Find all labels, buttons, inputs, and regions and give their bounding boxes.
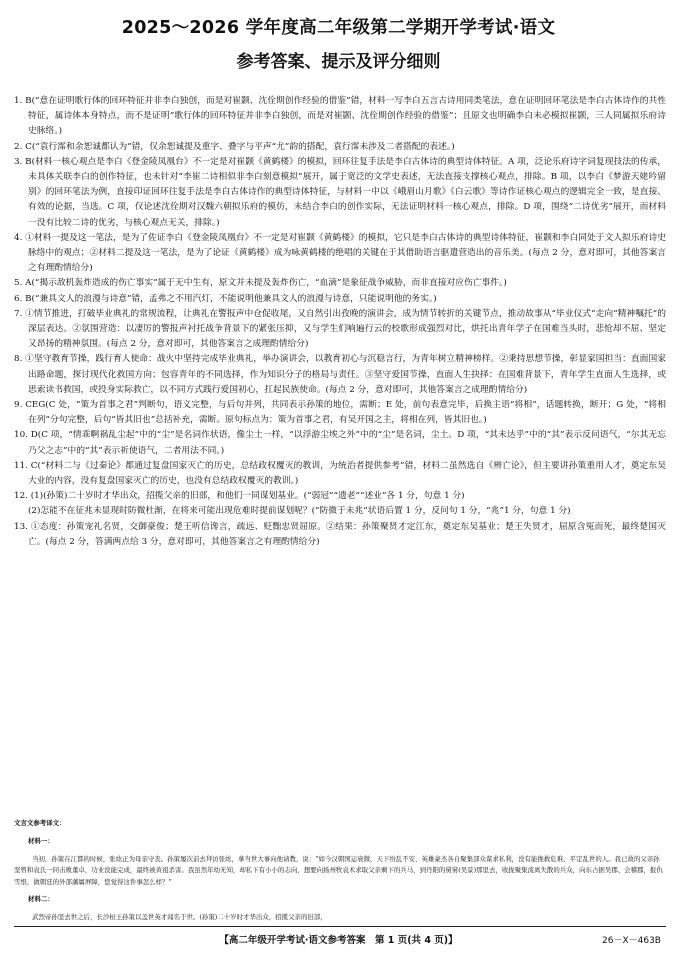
- answer-5: 5. A(“揭示敌机轰炸造成的伤亡事实”属于无中生有，原文并未提及轰炸伤亡，“血滴”是象征战争威胁，而非直接对应伤亡事件。): [14, 278, 507, 289]
- answers-section: [14, 94, 666, 550]
- answer-3: 3. B(材料一核心观点是李白《登金陵凤凰台》不一定是对崔颢《黄鹤楼》的模拟，回环往复手法是李白古体诗的典型诗体特征。A 项，泛论乐府诗字词复现技法的传承，未具体关联李白的创作特征，也未针对“李崔二诗相似非李白刻意模拟”展开，属于宽泛的文学史表述，无法直接支撑核心观点，排除。B 项，以李白《梦游天姥吟留别》的回环笔法为例，直接印证回环往复手法是李白古体诗作的典型诗体特征，与材料一中以《峨眉山月歌》《白云歌》等诗作证核心观点的逻辑完全一致，是直接、有效的论据，当选。C 项，仅论述沈佺期对汉魏六朝拟乐府的模仿，未结合李白的创作实际，无法证明材料一核心观点，排除。D 项，围绕“二诗优劣”展开，而材料一没有比较二诗的优劣，与核心观点无关，排除。): [14, 156, 666, 228]
- material-1-text: 当初，孙策在江都的时候，张纮正为母亲守丧。孙策屡次前去拜访张纮，拿当世大事向他请教，说：“如今汉朝国运衰微，天下纷乱不安，英雄豪杰各自聚集部众谋求私利，没有能挽救危难、平定乱世的人。我已故的父亲孙坚曾和袁氏一同击败董卓，功业没能完成，最终被黄祖杀害。我虽然年幼无知，却私下有小小的志向，想要向扬州牧袁术求取父亲剩下的兵马，到丹阳的舅舅(吴景)那里去，收拢聚集流离失散的兵众，向东占据吴郡、会稽郡，报仇雪恨，做朝廷的外部藩属屏障，您觉得这件事怎么样？”: [14, 854, 663, 886]
- material-1-label: 材料一：: [28, 837, 54, 846]
- answer-2: 2. C(“袁行霈和余恕诚都认为”错，仅余恕诚提及重字、叠字与平声“尤”韵的搭配，袁行霈未涉及二者搭配的表述。): [14, 141, 455, 152]
- page-footer: 【高二年级开学考试·语文参考答案 第 1 页(共 4 页)】: [219, 935, 458, 946]
- answer-10: 10. D(C 项，“情乖啊祸乱尘起”中的“尘”是名词作状语，像尘土一样，“以浮游尘埃之外”中的“尘”是名词，尘土。D 项，“其未达乎”中的“其”表示反问语气，“尔其无忘乃父之志”中的“其”表示祈使语气，二者用法不同。): [14, 430, 666, 456]
- exam-title: 2025～2026 学年度高二年级第二学期开学考试·语文: [121, 18, 556, 38]
- answer-8: 8. ①坚守教育节操，践行育人使命：战火中坚持完成毕业典礼，举办演讲会，以教育初心与沉稳言行，为青年树立精神榜样。②秉持思想节操，彰显家国担当：直面国家出路命题，探讨现代化救国方向；包容青年的不同选择，作为知识分子的格局与责任。③坚守爱国节操，直面人生抉择：在国难背景下，青年学生直面人生选择，或思索读书救国，或投身实际救亡，以不同方式践行爱国初心，扛起民族使命。(每点 2 分，意对即可，其他答案言之成理酌情给分): [14, 354, 666, 395]
- footer-divider: [14, 926, 666, 927]
- answer-9: 9. CEG(C 处，“策为首事之君”判断句，语义完整，与后句并列，共同表示孙策的地位，需断；E 处，前句表意完毕，后换主语“将相”，话题转换，断开；G 处，“将相在列”分句完整，后句“皆其旧也”总括补充，需断。原句标点为：策为首事之君，有吴开国之主，将相在列，皆其旧也。): [14, 400, 666, 426]
- translation-heading: 文言文参考译文：: [14, 819, 66, 828]
- answer-12-part-1: 12. (1)(孙策)二十岁时才华出众，招揽父亲的旧部，和他们一同谋划基业。(“弱冠”“遗老”“述业”各 1 分，句意 1 分): [14, 491, 465, 502]
- answer-7: 7. ①情节推进，打破毕业典礼的常规流程，让典礼在警报声中仓促收尾，又自然引出孜晚的演讲会，成为情节转折的关键节点，推动故事从“毕业仪式”走向“精神嘱托”的深层表达。②氛围营造：以凄厉的警报声衬托战争背景下的紧张压抑，又与学生们响遍行云的校歌形成强烈对比，烘托出青年学子在国难当头时，悲怆却不屈、坚定又昂扬的精神氛围。(每点 2 分，意对即可，其他答案言之成理酌情给分): [14, 308, 666, 350]
- material-2-text: 武烈帝孙坚去世之后，长沙桓王孙策以盖世英才闻名于世。(孙策)二十岁时才华出众，招揽父亲的旧部，: [32, 912, 327, 921]
- answer-13: 13. ①态度：孙策宠礼名贤，交御豪俊；楚王听信谗言，疏远、贬黜忠贤屈原。②结果：孙策聚贤才定江东，奠定东吴基业；楚王失贤才，屈原含冤而死，最终楚国灭亡。(每点 2 分，答满两点给 3 分，意对即可，其他答案言之有理酌情给分): [14, 521, 666, 547]
- answer-11: 11. C(“材料二与《过秦论》都通过复盘国家灭亡的历史，总结政权覆灭的教训，为统治者提供参考”错，材料二虽然选自《辨亡论》，但主要讲孙策重用人才，奠定东吴大业的内容，没有复盘国家灭亡的历史，也没有总结政权覆灭的教训。): [14, 460, 666, 487]
- material-2-label: 材料二：: [28, 895, 54, 904]
- answer-4: 4. ①材料一提及这一笔法，是为了佐证李白《登金陵凤凰台》不一定是对崔颢《黄鹤楼》的模拟，它只是李白古体诗的典型诗体特征，崔颢和李白同处于文人拟乐府诗史脉络中的观点；②材料二提及这一笔法，是为了论证《黄鹤楼》成为咏黄鹤楼的绝唱的关键在于其借助语言驱遣营造出的音乐美。(每点 2 分，意对即可，其他答案言之有理酌情给分): [14, 232, 666, 274]
- answer-12-part-2: (2)怎能不在征兆未显现时防微杜渐，在将来可能出现危难时提前谋划呢？(“防微于未兆”状语后置 1 分，反问句 1 分，“兆”1 分，句意 1 分): [28, 506, 571, 517]
- paper-code: 26－X－463B: [602, 936, 661, 946]
- answer-key-subtitle: 参考答案、提示及评分细则: [236, 52, 441, 72]
- translation-section: [14, 812, 666, 923]
- answer-6: 6. B(“兼具文人的浪漫与诗意”错，孟弗之不用汽灯，不能说明他兼具文人的浪漫与诗意，只能说明他的务实。): [14, 293, 437, 304]
- answer-1: 1. B(“意在证明歌行体的回环特征并非李白独创，而是对崔颢、沈佺期创作经验的借鉴”错，材料一写李白五言古诗用同类笔法，意在证明回环笔法是李白古体诗作的共性特征，属诗体本身特点，而不是证明“歌行体的回环特征并非李白独创，而是对崔颢、沈佺期创作经验的借鉴”；且原文也明确李白未必模拟崔颢，三人同属拟乐府诗史脉络。): [14, 96, 666, 137]
